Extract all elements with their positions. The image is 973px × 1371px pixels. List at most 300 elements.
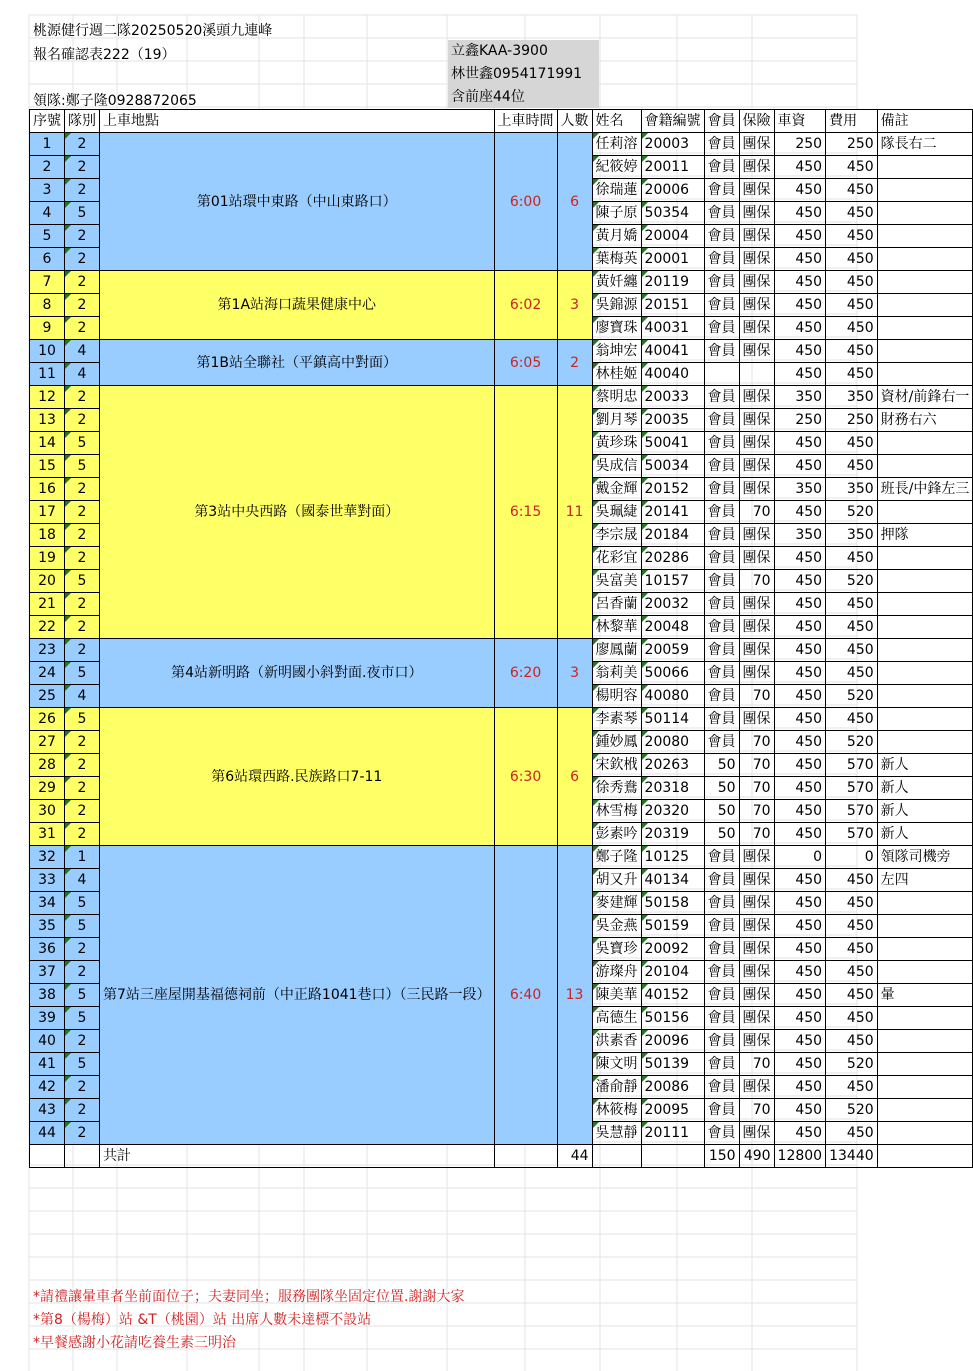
member-id: 50354 (641, 202, 704, 225)
fare-cell: 450 (774, 455, 826, 478)
note-cell (877, 731, 973, 754)
fee-cell: 450 (826, 915, 878, 938)
member-name: 林雪梅 (592, 800, 641, 823)
member-status: 會員 (704, 317, 739, 340)
team-cell: 2 (65, 731, 100, 754)
fare-cell: 450 (774, 547, 826, 570)
member-status: 會員 (704, 294, 739, 317)
sheet-title: 桃源健行週二隊20250520溪頭九連峰 (33, 23, 273, 39)
fee-cell: 450 (826, 938, 878, 961)
member-id: 20048 (641, 616, 704, 639)
team-cell: 5 (65, 915, 100, 938)
member-id: 40040 (641, 363, 704, 386)
member-id: 50158 (641, 892, 704, 915)
member-id: 40152 (641, 984, 704, 1007)
member-id: 20059 (641, 639, 704, 662)
team-cell: 2 (65, 961, 100, 984)
fare-cell: 450 (774, 570, 826, 593)
team-cell: 2 (65, 800, 100, 823)
fare-cell: 450 (774, 731, 826, 754)
member-status: 會員 (704, 248, 739, 271)
note-2: *第8（楊梅）站 &T（桃園）站 出席人數未達標不設站 (33, 1312, 372, 1328)
pickup-time: 6:30 (494, 708, 557, 846)
team-cell: 4 (65, 340, 100, 363)
insurance-cell: 70 (739, 800, 774, 823)
insurance-cell: 團保 (739, 478, 774, 501)
member-id: 20151 (641, 294, 704, 317)
member-name: 翁坤宏 (592, 340, 641, 363)
member-status: 會員 (704, 340, 739, 363)
fare-cell: 450 (774, 800, 826, 823)
member-status: 會員 (704, 1122, 739, 1145)
total-blank-6 (877, 1145, 973, 1168)
fare-cell: 450 (774, 685, 826, 708)
member-status: 會員 (704, 570, 739, 593)
member-name: 陳美華 (592, 984, 641, 1007)
name-header: 姓名 (592, 110, 641, 133)
insurance-cell: 團保 (739, 593, 774, 616)
row-number: 3 (30, 179, 65, 202)
team-cell: 2 (65, 478, 100, 501)
member-status: 會員 (704, 662, 739, 685)
insurance-cell: 團保 (739, 524, 774, 547)
note-cell (877, 317, 973, 340)
note-cell: 新人 (877, 823, 973, 846)
fare-cell: 450 (774, 271, 826, 294)
fare-cell: 450 (774, 501, 826, 524)
pickup-count: 6 (557, 133, 592, 271)
note-cell (877, 271, 973, 294)
row-number: 40 (30, 1030, 65, 1053)
note-cell: 新人 (877, 777, 973, 800)
fee-cell: 450 (826, 547, 878, 570)
team-cell: 2 (65, 294, 100, 317)
total-blank-2 (65, 1145, 100, 1168)
member-id: 20263 (641, 754, 704, 777)
member-id: 50041 (641, 432, 704, 455)
member-status: 會員 (704, 547, 739, 570)
fare-cell: 450 (774, 202, 826, 225)
member-name: 吳富美 (592, 570, 641, 593)
fee-cell: 520 (826, 1053, 878, 1076)
fee-cell: 450 (826, 225, 878, 248)
note-cell: 押隊 (877, 524, 973, 547)
fare-cell: 450 (774, 1099, 826, 1122)
fare-cell: 450 (774, 754, 826, 777)
insurance-cell: 團保 (739, 340, 774, 363)
note-cell: 隊長右二 (877, 133, 973, 156)
insurance-cell: 70 (739, 1053, 774, 1076)
fee-cell: 350 (826, 478, 878, 501)
member-id: 20318 (641, 777, 704, 800)
note-cell (877, 1076, 973, 1099)
fare-cell: 450 (774, 317, 826, 340)
insurance-cell: 團保 (739, 409, 774, 432)
row-number: 27 (30, 731, 65, 754)
fee-cell: 450 (826, 616, 878, 639)
note-cell (877, 363, 973, 386)
fare-cell: 350 (774, 478, 826, 501)
total-blank-1 (30, 1145, 65, 1168)
note-cell (877, 892, 973, 915)
member-name: 陳文明 (592, 1053, 641, 1076)
note-cell: 領隊司機旁 (877, 846, 973, 869)
row-number: 43 (30, 1099, 65, 1122)
member-status: 會員 (704, 639, 739, 662)
row-number: 14 (30, 432, 65, 455)
table-row (30, 639, 973, 662)
member-status: 50 (704, 754, 739, 777)
totals-row (30, 1145, 973, 1168)
note-cell (877, 1007, 973, 1030)
row-number: 23 (30, 639, 65, 662)
bus-info-box (448, 40, 599, 108)
insurance-cell: 團保 (739, 317, 774, 340)
pickup-count: 6 (557, 708, 592, 846)
fee-cell: 520 (826, 570, 878, 593)
member-name: 吳慧靜 (592, 1122, 641, 1145)
fee-cell: 570 (826, 800, 878, 823)
fare-cell: 450 (774, 1030, 826, 1053)
fee-cell: 450 (826, 317, 878, 340)
fare-cell: 450 (774, 1007, 826, 1030)
pickup-stop: 第1B站全聯社（平鎮高中對面） (100, 340, 495, 386)
member-status: 會員 (704, 708, 739, 731)
member-name: 林桂姬 (592, 363, 641, 386)
member-name: 陳子原 (592, 202, 641, 225)
row-number: 8 (30, 294, 65, 317)
insurance-cell: 團保 (739, 1030, 774, 1053)
team-cell: 2 (65, 593, 100, 616)
team-cell: 5 (65, 455, 100, 478)
pickup-count: 3 (557, 271, 592, 340)
insurance-cell: 團保 (739, 432, 774, 455)
member-id: 50114 (641, 708, 704, 731)
member-name: 高德生 (592, 1007, 641, 1030)
fee-cell: 450 (826, 984, 878, 1007)
member-status: 會員 (704, 478, 739, 501)
fare-cell: 450 (774, 777, 826, 800)
note-cell (877, 294, 973, 317)
pickup-time: 6:20 (494, 639, 557, 708)
member-id: 50066 (641, 662, 704, 685)
fare-cell: 450 (774, 662, 826, 685)
member-header: 會員 (704, 110, 739, 133)
member-name: 彭素吟 (592, 823, 641, 846)
member-name: 鍾妙鳳 (592, 731, 641, 754)
fare-cell: 450 (774, 892, 826, 915)
note-cell: 新人 (877, 800, 973, 823)
row-number: 11 (30, 363, 65, 386)
row-number: 6 (30, 248, 65, 271)
member-status: 會員 (704, 938, 739, 961)
team-cell: 5 (65, 892, 100, 915)
insurance-cell: 團保 (739, 202, 774, 225)
fee-cell: 250 (826, 133, 878, 156)
insurance-cell: 團保 (739, 938, 774, 961)
member-status: 會員 (704, 1007, 739, 1030)
fare-cell: 450 (774, 593, 826, 616)
member-status: 會員 (704, 846, 739, 869)
member-status: 會員 (704, 133, 739, 156)
fare-cell: 450 (774, 639, 826, 662)
note-cell (877, 1030, 973, 1053)
count-header: 人數 (557, 110, 592, 133)
member-status: 會員 (704, 202, 739, 225)
fee-cell: 450 (826, 432, 878, 455)
row-number: 2 (30, 156, 65, 179)
note-cell (877, 248, 973, 271)
insurance-cell: 70 (739, 754, 774, 777)
member-name: 吳成信 (592, 455, 641, 478)
team-cell: 2 (65, 639, 100, 662)
row-number: 33 (30, 869, 65, 892)
note-cell (877, 915, 973, 938)
member-name: 花彩宜 (592, 547, 641, 570)
fare-cell: 450 (774, 179, 826, 202)
member-status: 會員 (704, 731, 739, 754)
fee-cell: 570 (826, 754, 878, 777)
total-blank-4 (592, 1145, 641, 1168)
fee-cell: 350 (826, 524, 878, 547)
insurance-cell: 團保 (739, 225, 774, 248)
fare-cell: 450 (774, 616, 826, 639)
team-cell: 2 (65, 823, 100, 846)
fee-cell: 520 (826, 501, 878, 524)
fee-cell: 450 (826, 708, 878, 731)
pickup-stop: 第3站中央西路（國泰世華對面） (100, 386, 495, 639)
team-cell: 5 (65, 1007, 100, 1030)
fare-cell: 450 (774, 708, 826, 731)
member-id: 20092 (641, 938, 704, 961)
fare-cell: 450 (774, 156, 826, 179)
note-cell (877, 340, 973, 363)
fee-cell: 450 (826, 455, 878, 478)
member-id: 20006 (641, 179, 704, 202)
fare-cell: 0 (774, 846, 826, 869)
fare-cell: 450 (774, 984, 826, 1007)
total-blank-5 (641, 1145, 704, 1168)
fee-cell: 450 (826, 248, 878, 271)
row-number: 5 (30, 225, 65, 248)
note-cell: 資材/前鋒右一 (877, 386, 973, 409)
note-header: 備註 (877, 110, 973, 133)
pickup-count: 3 (557, 639, 592, 708)
member-status: 會員 (704, 1099, 739, 1122)
total-member: 150 (704, 1145, 739, 1168)
member-status: 會員 (704, 1030, 739, 1053)
note-cell (877, 202, 973, 225)
member-name: 紀筱婷 (592, 156, 641, 179)
insurance-cell: 團保 (739, 708, 774, 731)
member-name: 任莉溶 (592, 133, 641, 156)
note-cell: 左四 (877, 869, 973, 892)
member-name: 黃月嬌 (592, 225, 641, 248)
team-cell: 2 (65, 179, 100, 202)
row-number: 25 (30, 685, 65, 708)
pickup-time: 6:40 (494, 846, 557, 1145)
insurance-cell: 70 (739, 731, 774, 754)
member-name: 鄭子隆 (592, 846, 641, 869)
total-count: 44 (557, 1145, 592, 1168)
member-status: 會員 (704, 271, 739, 294)
team-cell: 2 (65, 409, 100, 432)
member-id: 20004 (641, 225, 704, 248)
team-cell: 2 (65, 1099, 100, 1122)
member-id: 10157 (641, 570, 704, 593)
row-number: 34 (30, 892, 65, 915)
team-cell: 4 (65, 363, 100, 386)
member-id: 50139 (641, 1053, 704, 1076)
row-number: 15 (30, 455, 65, 478)
note-cell (877, 432, 973, 455)
member-status: 會員 (704, 1053, 739, 1076)
member-status: 會員 (704, 869, 739, 892)
fee-cell: 450 (826, 202, 878, 225)
id-header: 會籍編號 (641, 110, 704, 133)
insurance-cell: 70 (739, 823, 774, 846)
note-cell: 班長/中鋒左三 (877, 478, 973, 501)
member-name: 戴金輝 (592, 478, 641, 501)
insurance-cell: 團保 (739, 1076, 774, 1099)
table-row (30, 708, 973, 731)
member-id: 40134 (641, 869, 704, 892)
note-cell (877, 455, 973, 478)
member-id: 40080 (641, 685, 704, 708)
fee-header: 費用 (826, 110, 878, 133)
member-name: 游璨舟 (592, 961, 641, 984)
note-cell (877, 616, 973, 639)
table-row (30, 133, 973, 156)
bus-driver: 林世鑫0954171991 (451, 66, 583, 82)
row-number: 20 (30, 570, 65, 593)
row-number: 21 (30, 593, 65, 616)
insurance-cell: 70 (739, 570, 774, 593)
note-cell (877, 662, 973, 685)
member-name: 翁莉美 (592, 662, 641, 685)
fare-cell: 450 (774, 938, 826, 961)
member-status: 50 (704, 800, 739, 823)
row-number: 44 (30, 1122, 65, 1145)
fare-cell: 350 (774, 524, 826, 547)
team-cell: 2 (65, 156, 100, 179)
table-row (30, 386, 973, 409)
member-id: 20141 (641, 501, 704, 524)
member-id: 20104 (641, 961, 704, 984)
fee-cell: 450 (826, 271, 878, 294)
member-status: 會員 (704, 409, 739, 432)
fare-cell: 450 (774, 1076, 826, 1099)
leader-contact: 領隊:鄭子隆0928872065 (33, 93, 197, 109)
pickup-stop: 第7站三座屋開基福德祠前（中正路1041巷口）（三民路一段） (100, 846, 495, 1145)
insurance-cell: 70 (739, 777, 774, 800)
team-cell: 2 (65, 616, 100, 639)
member-id: 50159 (641, 915, 704, 938)
member-id: 20080 (641, 731, 704, 754)
member-name: 黃奷纏 (592, 271, 641, 294)
row-number: 10 (30, 340, 65, 363)
note-cell (877, 156, 973, 179)
member-name: 呂香蘭 (592, 593, 641, 616)
member-id: 50034 (641, 455, 704, 478)
time-header: 上車時間 (494, 110, 557, 133)
pickup-stop: 第01站環中東路（中山東路口） (100, 133, 495, 271)
note-cell (877, 639, 973, 662)
fee-cell: 450 (826, 593, 878, 616)
team-cell: 2 (65, 271, 100, 294)
member-status: 50 (704, 777, 739, 800)
total-insurance: 490 (739, 1145, 774, 1168)
team-cell: 4 (65, 869, 100, 892)
stop-header: 上車地點 (100, 110, 495, 133)
fare-cell: 450 (774, 432, 826, 455)
total-fee: 13440 (826, 1145, 878, 1168)
member-id: 10125 (641, 846, 704, 869)
fee-cell: 450 (826, 1076, 878, 1099)
member-name: 麥建輝 (592, 892, 641, 915)
header-row (30, 110, 973, 133)
fare-cell: 450 (774, 961, 826, 984)
fee-cell: 250 (826, 409, 878, 432)
member-id: 20111 (641, 1122, 704, 1145)
fee-cell: 520 (826, 685, 878, 708)
row-number: 42 (30, 1076, 65, 1099)
member-status: 會員 (704, 616, 739, 639)
member-status: 會員 (704, 179, 739, 202)
member-status: 會員 (704, 225, 739, 248)
fee-cell: 450 (826, 294, 878, 317)
fare-cell: 450 (774, 869, 826, 892)
member-id: 20032 (641, 593, 704, 616)
member-name: 黃珍珠 (592, 432, 641, 455)
member-status: 會員 (704, 984, 739, 1007)
insurance-cell: 團保 (739, 455, 774, 478)
team-cell: 4 (65, 685, 100, 708)
fee-cell: 450 (826, 1122, 878, 1145)
note-cell (877, 961, 973, 984)
row-number: 19 (30, 547, 65, 570)
row-number: 28 (30, 754, 65, 777)
team-cell: 5 (65, 708, 100, 731)
member-status: 會員 (704, 501, 739, 524)
fare-cell: 450 (774, 225, 826, 248)
row-number: 7 (30, 271, 65, 294)
fee-cell: 450 (826, 662, 878, 685)
member-id: 50156 (641, 1007, 704, 1030)
insurance-cell: 團保 (739, 984, 774, 1007)
team-cell: 2 (65, 524, 100, 547)
member-id: 20320 (641, 800, 704, 823)
pickup-time: 6:05 (494, 340, 557, 386)
row-number: 24 (30, 662, 65, 685)
note-cell (877, 938, 973, 961)
note-cell (877, 1099, 973, 1122)
table-row (30, 340, 973, 363)
insurance-cell: 團保 (739, 892, 774, 915)
fee-cell: 450 (826, 892, 878, 915)
pickup-count: 2 (557, 340, 592, 386)
member-id: 20319 (641, 823, 704, 846)
note-3: *早餐感謝小花請吃養生素三明治 (33, 1335, 236, 1351)
insurance-header: 保險 (739, 110, 774, 133)
fee-cell: 520 (826, 731, 878, 754)
member-id: 20033 (641, 386, 704, 409)
member-name: 林筱梅 (592, 1099, 641, 1122)
member-name: 李素琴 (592, 708, 641, 731)
row-number: 31 (30, 823, 65, 846)
member-name: 葉梅英 (592, 248, 641, 271)
insurance-cell: 團保 (739, 386, 774, 409)
